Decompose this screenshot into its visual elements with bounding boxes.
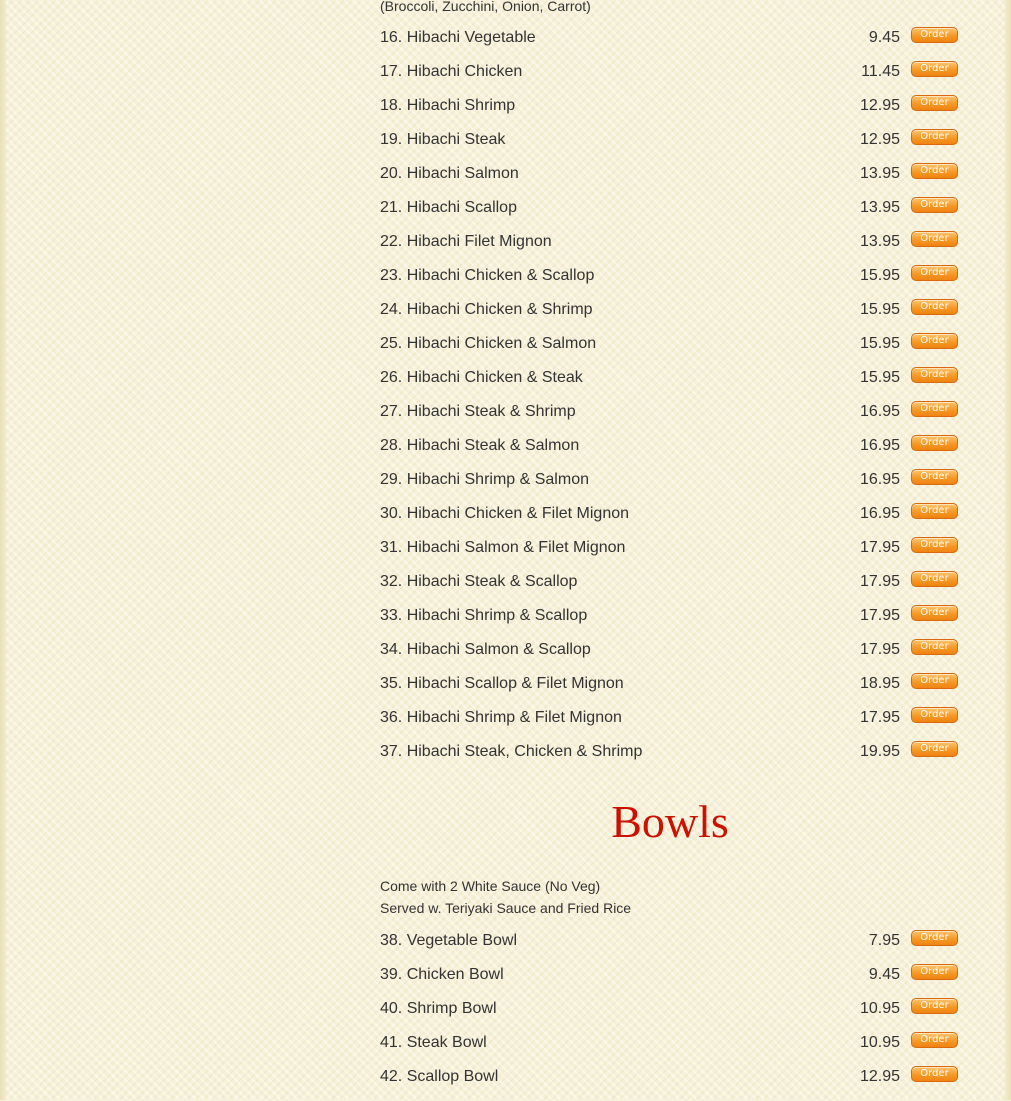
menu-item (380, 708, 960, 742)
bowls-notes (380, 875, 631, 919)
item-price: 16.95 (859, 437, 900, 454)
item-price: 15.95 (859, 369, 900, 386)
item-price: 15.95 (859, 267, 900, 284)
order-button[interactable]: Order (911, 231, 958, 247)
item-name: 37. Hibachi Steak, Chicken & Shrimp (380, 743, 643, 760)
item-name: 33. Hibachi Shrimp & Scallop (380, 607, 588, 624)
item-name: 22. Hibachi Filet Mignon (380, 233, 552, 250)
item-name: 26. Hibachi Chicken & Steak (380, 369, 583, 386)
order-button[interactable]: Order (911, 503, 958, 519)
order-button[interactable]: Order (911, 333, 958, 349)
bowls-note-line2: Served w. Teriyaki Sauce and Fried Rice (380, 900, 632, 916)
order-button[interactable]: Order (911, 27, 958, 43)
item-price: 7.95 (868, 932, 900, 949)
bowls-note-line1: Come with 2 White Sauce (No Veg) (380, 878, 601, 894)
item-name: 16. Hibachi Vegetable (380, 29, 536, 46)
order-button[interactable]: Order (911, 129, 958, 145)
item-name: 25. Hibachi Chicken & Salmon (380, 335, 597, 352)
item-name: 31. Hibachi Salmon & Filet Mignon (380, 539, 626, 556)
item-price: 15.95 (859, 301, 900, 318)
item-price: 16.95 (859, 505, 900, 522)
section-title-bowls (380, 796, 960, 848)
menu-item (380, 164, 960, 198)
order-button[interactable]: Order (911, 61, 958, 77)
item-price: 19.95 (859, 743, 900, 760)
order-button[interactable]: Order (911, 435, 958, 451)
item-name: 35. Hibachi Scallop & Filet Mignon (380, 675, 624, 692)
item-name: 17. Hibachi Chicken (380, 63, 523, 80)
item-name: 34. Hibachi Salmon & Scallop (380, 641, 591, 658)
order-button[interactable]: Order (911, 95, 958, 111)
item-price: 17.95 (859, 641, 900, 658)
order-button[interactable]: Order (911, 605, 958, 621)
menu-item (380, 999, 960, 1033)
order-button[interactable]: Order (911, 998, 958, 1014)
order-button[interactable]: Order (911, 537, 958, 553)
menu-item (380, 640, 960, 674)
order-button[interactable]: Order (911, 469, 958, 485)
menu-item (380, 62, 960, 96)
item-name: 30. Hibachi Chicken & Filet Mignon (380, 505, 630, 522)
item-price: 12.95 (859, 1068, 900, 1085)
item-name: 27. Hibachi Steak & Shrimp (380, 403, 576, 420)
item-price: 13.95 (859, 233, 900, 250)
menu-item (380, 504, 960, 538)
menu-item (380, 606, 960, 640)
item-name: 29. Hibachi Shrimp & Salmon (380, 471, 589, 488)
menu-item (380, 368, 960, 402)
item-name: 40. Shrimp Bowl (380, 1000, 497, 1017)
order-button[interactable]: Order (911, 265, 958, 281)
menu-item (380, 198, 960, 232)
item-price: 17.95 (859, 607, 900, 624)
item-price: 18.95 (859, 675, 900, 692)
item-name: 38. Vegetable Bowl (380, 932, 517, 949)
order-button[interactable]: Order (911, 707, 958, 723)
item-name: 42. Scallop Bowl (380, 1068, 499, 1085)
menu-item (380, 130, 960, 164)
menu-item (380, 931, 960, 965)
order-button[interactable]: Order (911, 741, 958, 757)
order-button[interactable]: Order (911, 930, 958, 946)
item-name: 39. Chicken Bowl (380, 966, 504, 983)
item-name: 41. Steak Bowl (380, 1034, 487, 1051)
item-price: 9.45 (868, 29, 900, 46)
item-price: 12.95 (859, 97, 900, 114)
hibachi-note: (Broccoli, Zucchini, Onion, Carrot) (380, 0, 591, 14)
menu-item (380, 1033, 960, 1067)
item-price: 17.95 (859, 573, 900, 590)
menu-item (380, 232, 960, 266)
item-price: 10.95 (859, 1000, 900, 1017)
item-price: 12.95 (859, 131, 900, 148)
order-button[interactable]: Order (911, 571, 958, 587)
item-name: 32. Hibachi Steak & Scallop (380, 573, 578, 590)
menu-item (380, 96, 960, 130)
item-price: 17.95 (859, 709, 900, 726)
order-button[interactable]: Order (911, 673, 958, 689)
item-price: 17.95 (859, 539, 900, 556)
right-border (1005, 0, 1011, 1100)
item-price: 11.45 (861, 63, 900, 80)
left-border (0, 0, 6, 1100)
item-price: 15.95 (859, 335, 900, 352)
item-name: 28. Hibachi Steak & Salmon (380, 437, 580, 454)
order-button[interactable]: Order (911, 197, 958, 213)
bowls-title: Bowls (611, 796, 729, 847)
menu-item (380, 674, 960, 708)
order-button[interactable]: Order (911, 401, 958, 417)
item-price: 9.45 (868, 966, 900, 983)
item-name: 24. Hibachi Chicken & Shrimp (380, 301, 593, 318)
item-price: 16.95 (859, 403, 900, 420)
menu-item (380, 436, 960, 470)
order-button[interactable]: Order (911, 299, 958, 315)
item-name: 20. Hibachi Salmon (380, 165, 519, 182)
menu-item (380, 300, 960, 334)
item-name: 19. Hibachi Steak (380, 131, 506, 148)
menu-item (380, 334, 960, 368)
order-button[interactable]: Order (911, 964, 958, 980)
menu-item (380, 266, 960, 300)
item-price: 16.95 (859, 471, 900, 488)
menu-item (380, 965, 960, 999)
item-price: 10.95 (859, 1034, 900, 1051)
menu-item (380, 28, 960, 62)
item-price: 13.95 (859, 165, 900, 182)
order-button[interactable]: Order (911, 639, 958, 655)
menu-item (380, 470, 960, 504)
menu-item (380, 538, 960, 572)
item-name: 23. Hibachi Chicken & Scallop (380, 267, 595, 284)
order-button[interactable]: Order (911, 1032, 958, 1048)
menu-item (380, 1067, 960, 1101)
menu-item (380, 742, 960, 776)
order-button[interactable]: Order (911, 367, 958, 383)
item-price: 13.95 (859, 199, 900, 216)
menu-item (380, 402, 960, 436)
order-button[interactable]: Order (911, 163, 958, 179)
order-button[interactable]: Order (911, 1066, 958, 1082)
menu-item (380, 572, 960, 606)
item-name: 21. Hibachi Scallop (380, 199, 517, 216)
item-name: 36. Hibachi Shrimp & Filet Mignon (380, 709, 622, 726)
item-name: 18. Hibachi Shrimp (380, 97, 516, 114)
